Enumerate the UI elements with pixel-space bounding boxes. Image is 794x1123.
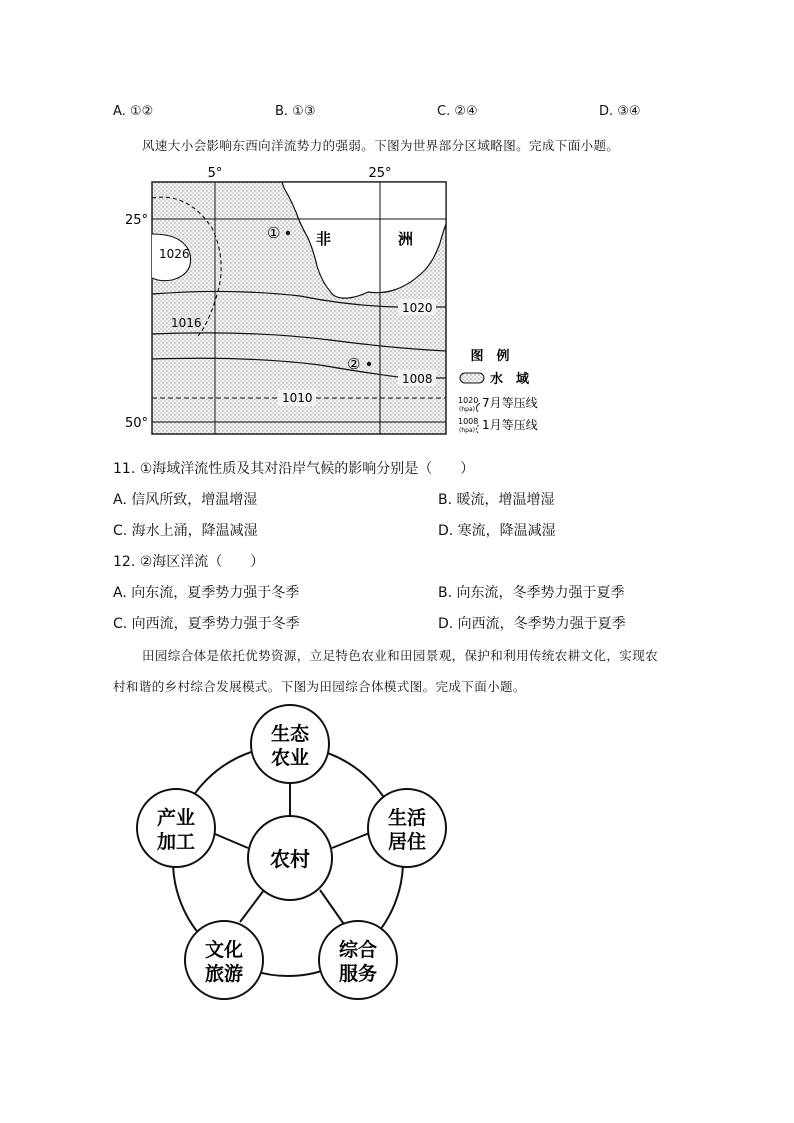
diagram-intro-line-1: 田园综合体是依托优势资源，立足特色农业和田园景观，保护和利用传统农耕文化，实现农 [142,648,659,663]
diagram-intro-line-2: 村和谐的乡村综合发展模式。下图为田园综合体模式图。完成下面小题。 [113,679,526,694]
spoke-right [332,832,372,848]
continent-label-2: 洲 [398,230,414,248]
node-top-line-2: 农业 [270,747,310,769]
q11-option-d: D. 寒流，降温减湿 [438,523,556,539]
legend-water-label: 水 域 [490,372,530,387]
q12-option-c: C. 向西流，夏季势力强于冬季 [113,616,300,632]
node-lower-right-line-1: 综合 [338,939,378,961]
isobar-label-1020: 1020 [402,301,433,315]
lat-label-50: 50° [124,416,148,431]
continent-label-1: 非 [316,230,332,248]
q12-option-b: B. 向东流，冬季势力强于夏季 [438,585,625,601]
legend-july-value: 1020 [458,396,479,405]
point-2-marker [367,362,371,366]
q10-option-a: A. ①② [113,104,154,119]
q11-option-c: C. 海水上涌，降温减湿 [113,523,258,539]
node-top-line-1: 生态 [270,723,310,745]
map-intro-text: 风速大小会影响东西向洋流势力的强弱。下图为世界部分区域略图。完成下面小题。 [142,138,620,153]
q12-option-a: A. 向东流，夏季势力强于冬季 [113,585,300,601]
spoke-left [215,834,248,848]
point-2-label: ② [347,355,361,373]
q11-option-b: B. 暖流，增温增湿 [438,492,555,508]
node-left-line-1: 产业 [156,807,196,829]
isobar-label-1026: 1026 [159,247,190,261]
pastoral-complex-diagram [110,698,470,1013]
q12-stem: 12. ②海区洋流（ ） [113,554,265,570]
isobar-label-1008: 1008 [402,372,433,386]
node-center-label: 农村 [270,847,310,871]
node-lower-left-line-1: 文化 [204,939,244,961]
q10-option-c: C. ②④ [437,104,478,119]
q11-option-a: A. 信风所致，增温增湿 [113,492,258,508]
node-right-line-2: 居住 [387,831,427,853]
legend-jan-label: 1月等压线 [482,418,538,432]
legend-july-label: 7月等压线 [482,396,538,410]
spoke-lower-left [240,890,264,922]
world-region-map [110,158,565,443]
q10-option-b: B. ①③ [275,104,316,119]
legend-jan-unit: (hpa) [459,427,475,434]
legend-water-swatch [460,373,484,383]
q11-stem: 11. ①海域洋流性质及其对沿岸气候的影响分别是（ ） [113,461,475,477]
legend-july-unit: (hpa) [459,406,475,413]
node-right-line-1: 生活 [387,807,427,829]
lon-label-25: 25° [368,166,392,181]
node-left-line-2: 加工 [156,831,196,853]
legend-title: 图 例 [470,349,510,364]
point-1-label: ① [267,224,281,242]
isobar-label-1016: 1016 [171,316,202,330]
node-lower-left-line-2: 旅游 [204,963,244,985]
q12-option-d: D. 向西流，冬季势力强于夏季 [438,616,626,632]
point-1-marker [286,231,290,235]
legend-jan-value: 1008 [458,417,479,426]
isobar-label-1010: 1010 [282,391,313,405]
lon-label-5: 5° [207,166,223,181]
node-lower-right-line-2: 服务 [338,963,378,985]
lat-label-25: 25° [124,213,148,228]
q10-option-d: D. ③④ [599,104,641,119]
